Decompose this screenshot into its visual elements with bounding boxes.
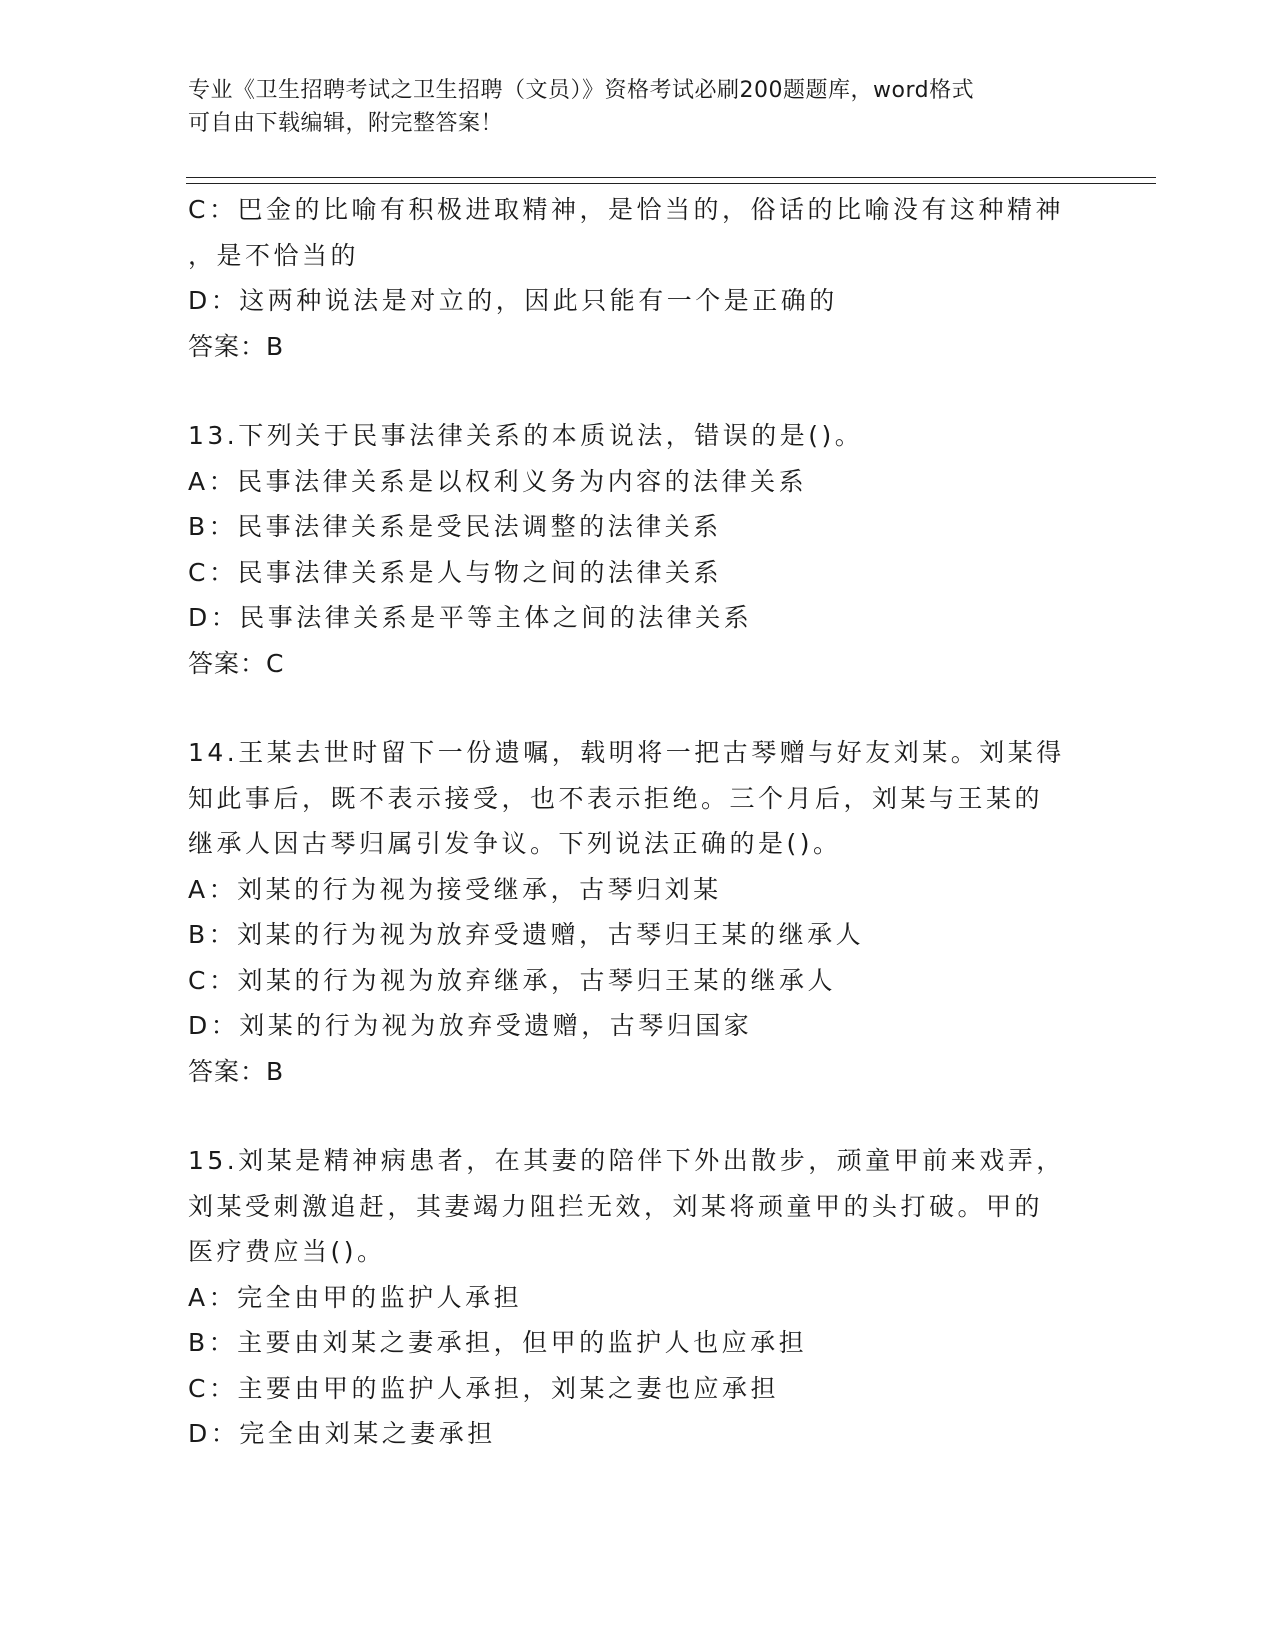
q15-option-a: A：完全由甲的监护人承担 [188,1282,523,1312]
question-spacer [188,1094,1088,1138]
q14-stem-line-1: 14.王某去世时留下一份遗嘱，载明将一把古琴赠与好友刘某。刘某得 [188,738,1065,767]
q15-option-b: B：主要由刘某之妻承担，但甲的监护人也应承担 [188,1328,808,1357]
q12-option-c-line-2: ，是不恰当的 [188,240,360,270]
q14-option-c: C：刘某的行为视为放弃继承，古琴归王某的继承人 [188,965,836,995]
q15-stem-line-3: 医疗费应当()。 [188,1237,386,1266]
header-title-line-2: 可自由下载编辑，附完整答案！ [188,111,504,136]
q12-option-c-line-1: C：巴金的比喻有积极进取精神，是恰当的，俗话的比喻没有这种精神 [188,195,1064,224]
question-content [188,187,1088,1457]
q15-option-d: D：完全由刘某之妻承担 [188,1419,496,1448]
q13-answer: 答案：C [188,648,285,678]
q14-option-a: A：刘某的行为视为接受继承，古琴归刘某 [188,874,722,904]
header-divider-bottom [186,183,1156,184]
q14-stem-line-2: 知此事后，既不表示接受，也不表示拒绝。三个月后，刘某与王某的 [188,783,1044,813]
q15-option-c: C：主要由甲的监护人承担，刘某之妻也应承担 [188,1373,779,1403]
q15-stem-line-1: 15.刘某是精神病患者，在其妻的陪伴下外出散步，顽童甲前来戏弄， [188,1146,1065,1175]
q14-stem-line-3: 继承人因古琴归属引发争议。下列说法正确的是()。 [188,829,842,858]
q13-option-c: C：民事法律关系是人与物之间的法律关系 [188,557,722,587]
question-12-tail [188,187,1088,369]
header-divider-top [186,177,1156,178]
question-spacer [188,686,1088,730]
question-14 [188,730,1088,1094]
q14-answer: 答案：B [188,1056,285,1086]
q12-option-d: D：这两种说法是对立的，因此只能有一个是正确的 [188,286,838,315]
question-spacer [188,369,1088,413]
q13-option-b: B：民事法律关系是受民法调整的法律关系 [188,512,722,541]
document-header [188,74,1068,140]
q13-option-a: A：民事法律关系是以权利义务为内容的法律关系 [188,466,808,496]
header-title-line-1: 专业《卫生招聘考试之卫生招聘（文员）》资格考试必刷200题题库，word格式 [188,78,975,103]
q13-stem: 13.下列关于民事法律关系的本质说法，错误的是()。 [188,421,864,450]
q15-stem-line-2: 刘某受刺激追赶，其妻竭力阻拦无效，刘某将顽童甲的头打破。甲的 [188,1191,1044,1221]
q12-answer: 答案：B [188,331,285,361]
q14-option-b: B：刘某的行为视为放弃受遗赠，古琴归王某的继承人 [188,920,865,949]
q13-option-d: D：民事法律关系是平等主体之间的法律关系 [188,603,753,632]
question-15 [188,1138,1088,1457]
q14-option-d: D：刘某的行为视为放弃受遗赠，古琴归国家 [188,1011,753,1040]
question-13 [188,413,1088,686]
